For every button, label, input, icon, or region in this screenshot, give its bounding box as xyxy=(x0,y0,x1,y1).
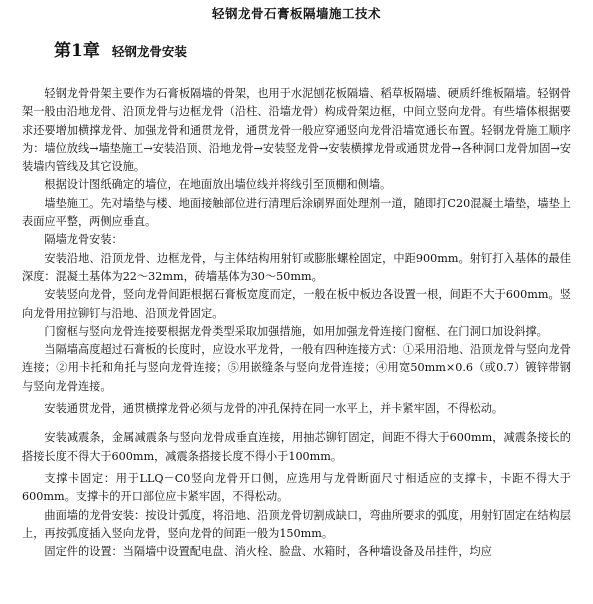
paragraph: 安装通贯龙骨，通贯横撑龙骨必须与龙骨的冲孔保持在同一水平上，并卡紧牢固，不得松动。 xyxy=(44,402,504,416)
document-title: 轻钢龙骨石膏板隔墙施工技术 xyxy=(211,6,381,21)
paragraph: 门窗框与竖向龙骨连接要根据龙骨类型采取加强措施，如用加强龙骨连接门窗框、在门洞口加设斜撑。 xyxy=(44,324,548,338)
paragraph: 隔墙龙骨安装： xyxy=(44,233,123,247)
chapter-name: 轻钢龙骨安装 xyxy=(111,44,187,59)
paragraph: 安装减震条，金属减震条与竖向龙骨成垂直连接，用抽芯铆钉固定，间距不得大于600mm，减震条接长的搭接长度不得大于600mm，减震条搭接长度不得小于100mm。 xyxy=(22,431,571,463)
paragraph: 墙垫施工。先对墙垫与楼、地面接触部位进行清理后涂刷界面处理剂一道，随即打C20混凝土墙垫，墙垫上表面应平整，两侧应垂直。 xyxy=(22,196,571,229)
paragraph: 根据设计图纸确定的墙位，在地面放出墙位线并将线引至顶棚和侧墙。 xyxy=(44,178,392,192)
paragraph: 曲面墙的龙骨安装：按设计弧度，将沿地、沿顶龙骨切割成缺口，弯曲所要求的弧度，用射钉固定在结构层上，再按弧度插入竖向龙骨，竖向龙骨的间距一般为150mm。 xyxy=(22,508,571,540)
chapter-heading xyxy=(54,40,571,63)
chapter-number: 第1章 xyxy=(54,41,100,61)
document-page xyxy=(0,6,593,604)
paragraph: 固定件的设置：当隔墙中设置配电盘、消火栓、脸盘、水箱时，各种墙设备及吊挂件，均应 xyxy=(44,545,492,559)
paragraph: 轻钢龙骨骨架主要作为石膏板隔墙的骨架，也用于水泥刨花板隔墙、稻草板隔墙、硬质纤维板隔墙。轻钢骨架一般由沿地龙骨、沿顶龙骨与边框龙骨（沿柱、沿墙龙骨）构成骨架边框，中间立竖向龙骨。有些墙体根据要求还要增加横撑龙骨、加强龙骨和通贯龙骨，通贯龙骨一般应穿通竖向龙骨沿墙宽通长布置。轻钢龙骨施工顺序为：墙位放线→墙垫施工→安装沿顶、沿地龙骨→安装竖龙骨→安装横撑龙骨或通贯龙骨→各种洞口龙骨加固→安装墙内管线及其它设施。 xyxy=(22,87,571,174)
paragraph: 安装沿地、沿顶龙骨、边框龙骨，与主体结构用射钉或膨胀螺栓固定，中距900mm。射钉打入基体的最佳深度：混凝土基体为22～32mm，砖墙基体为30～50mm。 xyxy=(22,251,571,283)
paragraph: 安装竖向龙骨，竖向龙骨间距根据石膏板宽度而定，一般在板中板边各设置一根，间距不大于600mm。竖向龙骨用拉铆钉与沿地、沿顶龙骨固定。 xyxy=(22,288,571,320)
paragraph: 当隔墙高度超过石膏板的长度时，应设水平龙骨，一般有四种连接方式：①采用沿地、沿顶龙骨与竖向龙骨连接；②用卡托和角托与竖向龙骨连接；⑤用嵌缝条与竖向龙骨连接；④用宽50mm×0.6（或0.7）镀锌带钢与竖向龙骨连接。 xyxy=(22,343,571,393)
document-body xyxy=(22,85,571,561)
paragraph: 支撑卡固定：用于LLQ－C0竖向龙骨开口侧，应选用与龙骨断面尺寸相适应的支撑卡，卡距不得大于600mm。支撑卡的开口部位应卡紧牢固，不得松动。 xyxy=(22,471,571,504)
